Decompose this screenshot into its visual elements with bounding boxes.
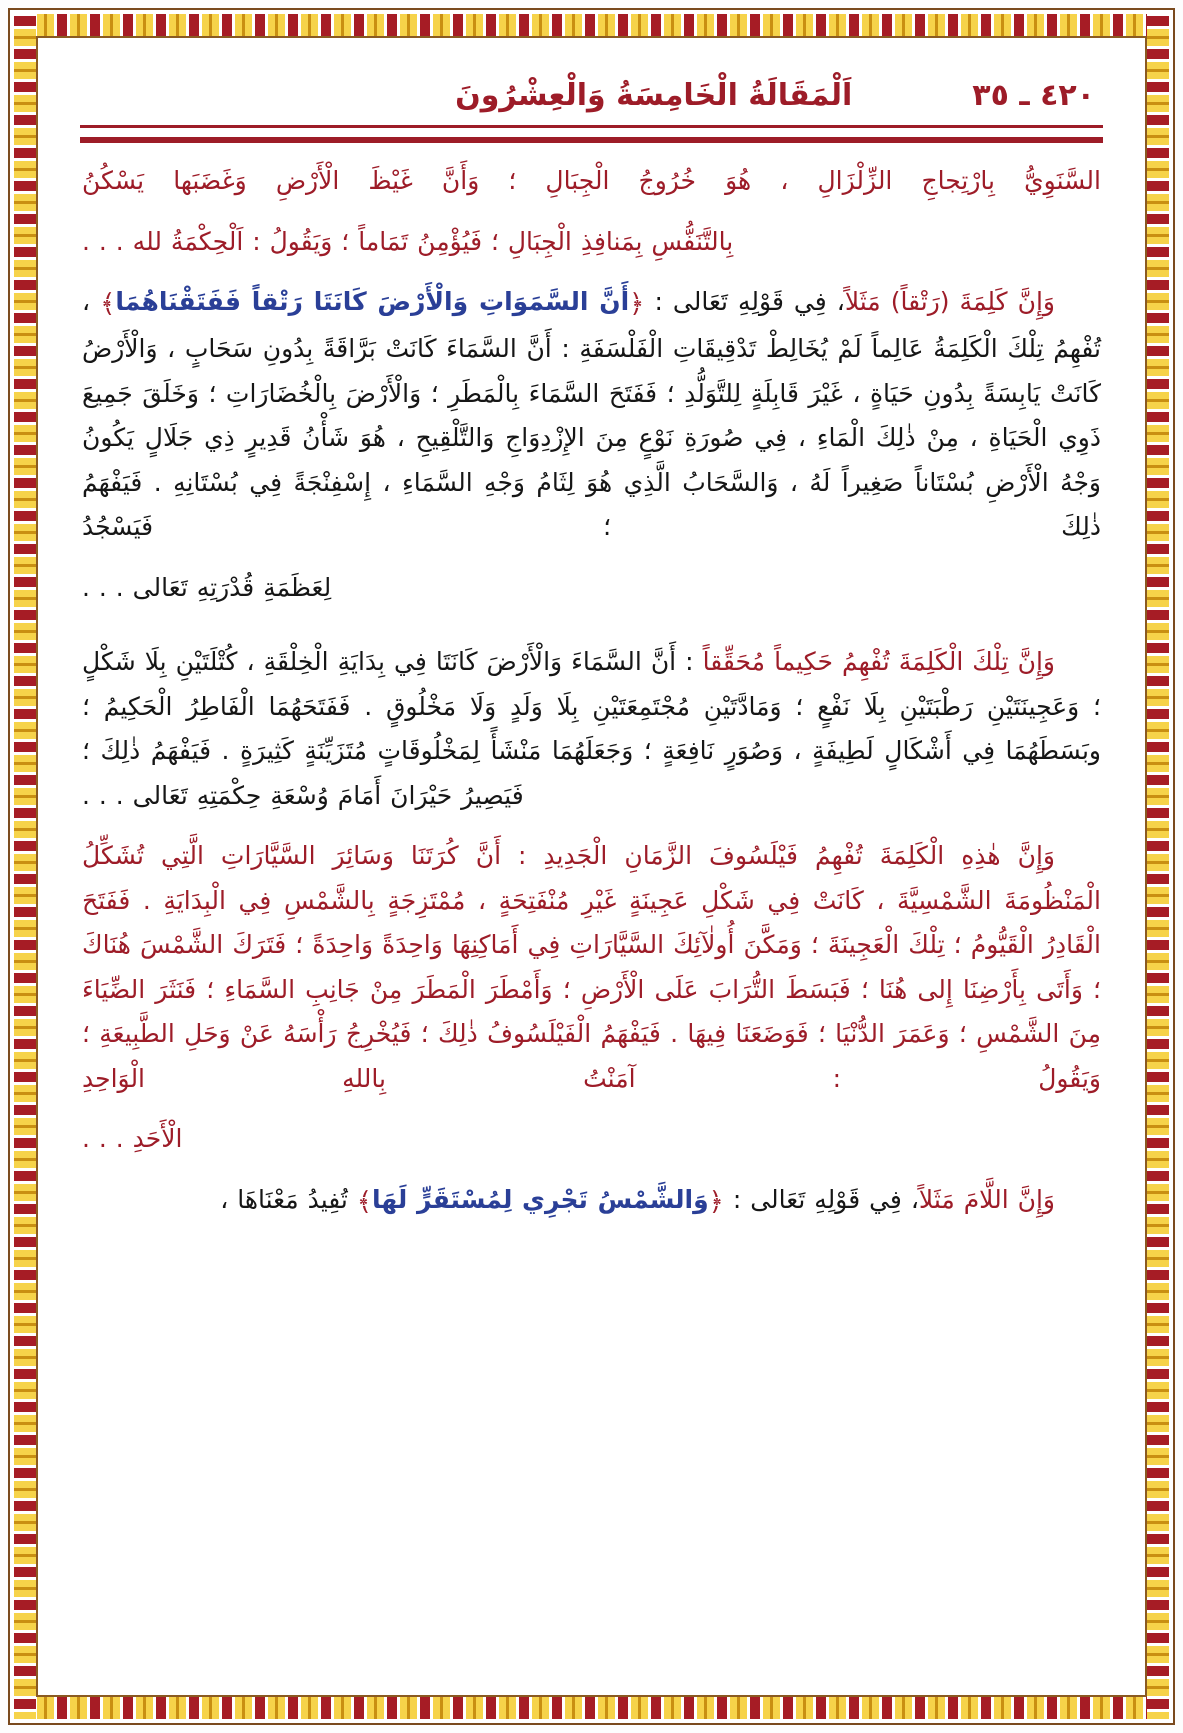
paragraph-body-text: وَإِنَّ هٰذِهِ الْكَلِمَةَ تُفْهِمُ فَيْلَسُوفَ الزَّمَانِ الْجَدِيدِ : أَنَّ كُرَتَنَا وَسَائِرَ السَّيَّارَاتِ الَّتِي تُشَكِّلُ الْمَنْظُومَةَ الشَّمْسِيَّةَ ، كَانَتْ فِي شَكْلِ عَجِينَةٍ غَيْرِ مُنْفَتِحَةٍ ، مُمْتَزِجَةٍ بِالشَّمْسِ فِي الْبِدَايَةِ . فَفَتَحَ الْقَادِرُ الْقَيُّومُ ؛ تِلْكَ الْعَجِينَةَ ؛ وَمَكَّنَ أُولٰآئِكَ السَّيَّارَاتِ فِي أَمَاكِنِهَا وَاحِدَةً وَاحِدَةً ؛ فَتَرَكَ الشَّمْسَ هُنَاكَ ؛ وَأَتَى بِأَرْضِنَا إِلى هُنَا ؛ فَبَسَطَ التُّرَابَ عَلَى الْأَرْضِ ؛ وَأَمْطَرَ الْمَطَرَ مِنْ جَانِبِ السَّمَاءِ ؛ فَنَثَرَ الضِّيَاءَ مِنَ الشَّمْسِ ؛ وَعَمَرَ الدُّنْيَا ؛ فَوَضَعَنَا فِيهَا . فَيَفْهَمُ الْفَيْلَسُوفُ ذٰلِكَ ؛ فَيُخْرِجُ رَأْسَهُ عَنْ وَحَلِ الطَّبِيعَةِ ؛ وَيَقُولُ : آمَنْتُ بِاللهِ الْوَاحِدِ bbox=[82, 841, 1101, 1093]
ayah-close-ornament: ﴾ bbox=[356, 1186, 373, 1217]
page-number: ٤٢٠ ـ ٣٥ bbox=[972, 78, 1095, 113]
paragraph-body-text: : أَنَّ السَّمَاءَ وَالْأَرْضَ كَانَتَا فِي بِدَايَةِ الْخِلْقَةِ ، كُتْلَتَيْنِ بِلَا شَكْلٍ ؛ وَعَجِينَتَيْنِ رَطْبَتَيْنِ بِلَا نَفْعٍ ؛ وَمَادَّتَيْنِ مُجْتَمِعَتَيْنِ بِلَا وَلَدٍ وَلَا مَخْلُوقٍ . فَفَتَحَهُمَا الْفَاطِرُ الْحَكِيمُ ؛ وبَسَطَهُمَا فِي أَشْكَالٍ لَطِيفَةٍ ، وَصُوَرٍ نَافِعَةٍ ؛ وَجَعَلَهُمَا مَنْشَأً لِمَخْلُوقَاتٍ مُتَزَيِّنَةٍ كَثِيرَةٍ . فَيَفْهَمُ ذٰلِكَ ؛ فَيَصِيرُ حَيْرَانَ أَمَامَ وُسْعَةِ حِكْمَتِهِ تَعَالى . . . bbox=[82, 647, 1101, 810]
chapter-title: اَلْمَقَالَةُ الْخَامِسَةُ وَالْعِشْرُونَ bbox=[455, 78, 853, 113]
header-divider-rule bbox=[80, 125, 1103, 143]
ayah-open-ornament: ﴿ bbox=[708, 1186, 724, 1217]
page-content-plate bbox=[40, 40, 1143, 1693]
paragraph-line: السَّنَوِيُّ بِارْتِجاجِ الزِّلْزَالِ ، هُوَ خُرُوجُ الْجِبَالِ ؛ وَأَنَّ غَيْظَ الْأَرْضِ وَغَضَبَها يَسْكُنُ bbox=[82, 166, 1101, 195]
paragraph-line: الْأَحَدِ . . . bbox=[82, 1124, 183, 1154]
quran-verse-text: أَنَّ السَّمَوَاتِ وَالْأَرْضَ كَانَتَا رَتْقاً فَفَتَقْنَاهُمَا bbox=[115, 287, 630, 316]
quote-intro-text: ، فِي قَوْلِهِ تَعَالى : bbox=[723, 1184, 919, 1214]
quran-verse-text: وَالشَّمْسُ تَجْرِي لِمُسْتَقَرٍّ لَهَا bbox=[372, 1184, 709, 1214]
paragraph-continuation-tail bbox=[82, 220, 1101, 265]
quote-intro-text: ، فِي قَوْلِهِ تَعَالى : bbox=[644, 287, 845, 316]
paragraph-line: لِعَظَمَةِ قُدْرَتِهِ تَعَالى . . . bbox=[82, 572, 332, 602]
paragraph-continuation bbox=[82, 159, 1101, 204]
paragraph-gap bbox=[82, 626, 1101, 640]
paragraph-body-text: ، تُفْهِمُ تِلْكَ الْكَلِمَةُ عَالِماً لَمْ يُخَالِطْ تَدْقِيقَاتِ الْفَلْسَفَةِ : أَنَّ السَّمَاءَ كَانَتْ بَرَّاقَةً بِدُونِ سَحَابٍ ، وَالْأَرْضُ كَانَتْ يَابِسَةً بِدُونِ حَيَاةٍ ، غَيْرَ قَابِلَةٍ لِلتَّوَلُّدِ ؛ فَفَتَحَ السَّمَاءَ بِالْمَطَرِ ؛ وَالْأَرْضَ بِالْخُضَارَاتِ ؛ وَخَلَقَ جَمِيعَ ذَوِي الْحَيَاةِ ، مِنْ ذٰلِكَ الْمَاءِ ، فِي صُورَةِ نَوْعٍ مِنَ الإِزْدِوَاجِ وَالتَّلْقِيحِ ، هُوَ شَأْنُ قَدِيرٍ ذِي جَلَالٍ يَكُونُ وَجْهُ الْأَرْضِ بُسْتَاناً صَغِيراً لَهُ ، وَالسَّحَابُ الَّذِي هُوَ لِثَامُ وَجْهِ السَّمَاءِ ، إِسْفِنْجَةً فِي بُسْتَانِهِ . فَيَفْهَمُ ذٰلِكَ ؛ فَيَسْجُدُ bbox=[82, 287, 1101, 542]
ayah-open-ornament: ﴿ bbox=[629, 289, 645, 319]
paragraph-philosopher bbox=[82, 834, 1101, 1101]
page-body bbox=[78, 143, 1105, 1225]
ayah-close-ornament: ﴾ bbox=[100, 289, 116, 319]
page-header bbox=[78, 64, 1105, 115]
red-lead-in-phrase: وَإِنَّ تِلْكَ الْكَلِمَةَ تُفْهِمُ حَكِيماً مُحَقِّقاً bbox=[702, 647, 1055, 677]
paragraph-ratqan-tail bbox=[82, 566, 1101, 611]
paragraph-hakim-muhaqqiq bbox=[82, 640, 1101, 818]
red-lead-in-phrase: وَإِنَّ اللَّامَ مَثَلاً bbox=[918, 1184, 1055, 1214]
paragraph-philosopher-tail bbox=[82, 1117, 1101, 1162]
paragraph-ratqan bbox=[82, 280, 1101, 550]
paragraph-body-text: تُفِيدُ مَعْنَاهَا ، bbox=[220, 1184, 357, 1214]
red-lead-in-phrase: وَإِنَّ كَلِمَةَ (رَتْقاً) مَثَلاً bbox=[844, 287, 1055, 316]
paragraph-lam bbox=[82, 1178, 1101, 1225]
paragraph-line: بِالتَّنَفُّسِ بِمَنافِذِ الْجِبَالِ ؛ فَيُؤْمِنُ تَمَاماً ؛ وَيَقُولُ : اَلْحِكْمَةُ لله . . . bbox=[82, 226, 734, 256]
